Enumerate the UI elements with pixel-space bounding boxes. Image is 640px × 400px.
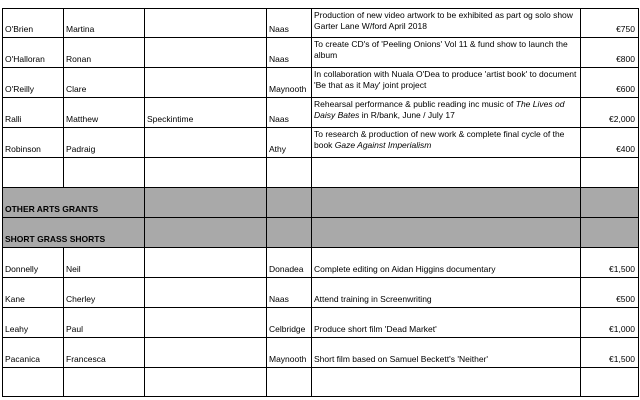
surname-cell[interactable]: Ralli [3,98,64,128]
organisation-cell[interactable] [145,9,267,38]
empty-cell[interactable] [145,188,267,218]
organisation-cell[interactable] [145,338,267,368]
surname-cell[interactable]: Pacanica [3,338,64,368]
location-cell[interactable]: Maynooth [267,68,312,98]
empty-cell[interactable] [3,368,64,397]
empty-cell[interactable] [312,188,581,218]
first-name-cell[interactable]: Neil [64,248,145,278]
empty-cell[interactable] [581,188,639,218]
amount-cell[interactable]: €1,500 [581,338,639,368]
first-name-cell[interactable]: Ronan [64,38,145,68]
empty-cell[interactable] [145,158,267,188]
description-cell[interactable]: Short film based on Samuel Beckett's 'Neither' [312,338,581,368]
location-cell[interactable]: Naas [267,278,312,308]
organisation-cell[interactable] [145,278,267,308]
section-title-short-grass-shorts[interactable]: SHORT GRASS SHORTS [3,218,145,248]
location-cell[interactable]: Donadea [267,248,312,278]
first-name-cell[interactable]: Francesca [64,338,145,368]
table-row [3,278,639,308]
empty-cell[interactable] [312,218,581,248]
first-name-cell[interactable]: Cherley [64,278,145,308]
table-row [3,368,639,397]
amount-cell[interactable]: €400 [581,128,639,158]
section-header-row [3,218,639,248]
empty-cell[interactable] [267,218,312,248]
amount-cell[interactable]: €500 [581,278,639,308]
location-cell[interactable]: Naas [267,38,312,68]
table-row [3,338,639,368]
organisation-cell[interactable]: Speckintime [145,98,267,128]
surname-cell[interactable]: Kane [3,278,64,308]
description-cell[interactable]: Produce short film 'Dead Market' [312,308,581,338]
empty-cell[interactable] [145,368,267,397]
description-cell[interactable]: Production of new video artwork to be exhibited as part og solo show Garter Lane W/ford April 2018 [312,9,581,38]
organisation-cell[interactable] [145,248,267,278]
empty-cell[interactable] [312,158,581,188]
first-name-cell[interactable]: Matthew [64,98,145,128]
location-cell[interactable]: Naas [267,98,312,128]
table-row [3,248,639,278]
table-row [3,68,639,98]
organisation-cell[interactable] [145,38,267,68]
empty-cell[interactable] [3,158,64,188]
empty-cell[interactable] [267,158,312,188]
surname-cell[interactable]: Leahy [3,308,64,338]
surname-cell[interactable]: O'Reilly [3,68,64,98]
organisation-cell[interactable] [145,128,267,158]
empty-cell[interactable] [64,158,145,188]
amount-cell[interactable]: €1,500 [581,248,639,278]
empty-cell[interactable] [581,368,639,397]
table-row [3,308,639,338]
grants-table [2,8,639,397]
description-cell[interactable]: To create CD's of 'Peeling Onions' Vol 11 & fund show to launch the album [312,38,581,68]
table-row [3,98,639,128]
empty-cell[interactable] [267,368,312,397]
description-cell[interactable]: In collaboration with Nuala O'Dea to produce 'artist book' to document 'Be that as it May' joint project [312,68,581,98]
table-row [3,9,639,38]
surname-cell[interactable]: O'Halloran [3,38,64,68]
location-cell[interactable]: Athy [267,128,312,158]
table-row [3,158,639,188]
empty-cell[interactable] [581,158,639,188]
table-row [3,38,639,68]
first-name-cell[interactable]: Martina [64,9,145,38]
section-header-row [3,188,639,218]
surname-cell[interactable]: Robinson [3,128,64,158]
surname-cell[interactable]: O'Brien [3,9,64,38]
description-cell[interactable]: Rehearsal performance & public reading inc music of The Lives od Daisy Bates in R/bank, June / July 17 [312,98,581,128]
first-name-cell[interactable]: Padraig [64,128,145,158]
amount-cell[interactable]: €1,000 [581,308,639,338]
empty-cell[interactable] [581,218,639,248]
amount-cell[interactable]: €800 [581,38,639,68]
empty-cell[interactable] [64,368,145,397]
description-cell[interactable]: Complete editing on Aidan Higgins documentary [312,248,581,278]
empty-cell[interactable] [267,188,312,218]
amount-cell[interactable]: €600 [581,68,639,98]
location-cell[interactable]: Celbridge [267,308,312,338]
first-name-cell[interactable]: Clare [64,68,145,98]
first-name-cell[interactable]: Paul [64,308,145,338]
amount-cell[interactable]: €750 [581,9,639,38]
description-cell[interactable]: Attend training in Screenwriting [312,278,581,308]
location-cell[interactable]: Maynooth [267,338,312,368]
location-cell[interactable]: Naas [267,9,312,38]
table-row [3,128,639,158]
empty-cell[interactable] [145,218,267,248]
empty-cell[interactable] [312,368,581,397]
description-cell[interactable]: To research & production of new work & complete final cycle of the book Gaze Against Imperialism [312,128,581,158]
organisation-cell[interactable] [145,68,267,98]
organisation-cell[interactable] [145,308,267,338]
section-title-other-arts-grants[interactable]: OTHER ARTS GRANTS [3,188,145,218]
amount-cell[interactable]: €2,000 [581,98,639,128]
surname-cell[interactable]: Donnelly [3,248,64,278]
